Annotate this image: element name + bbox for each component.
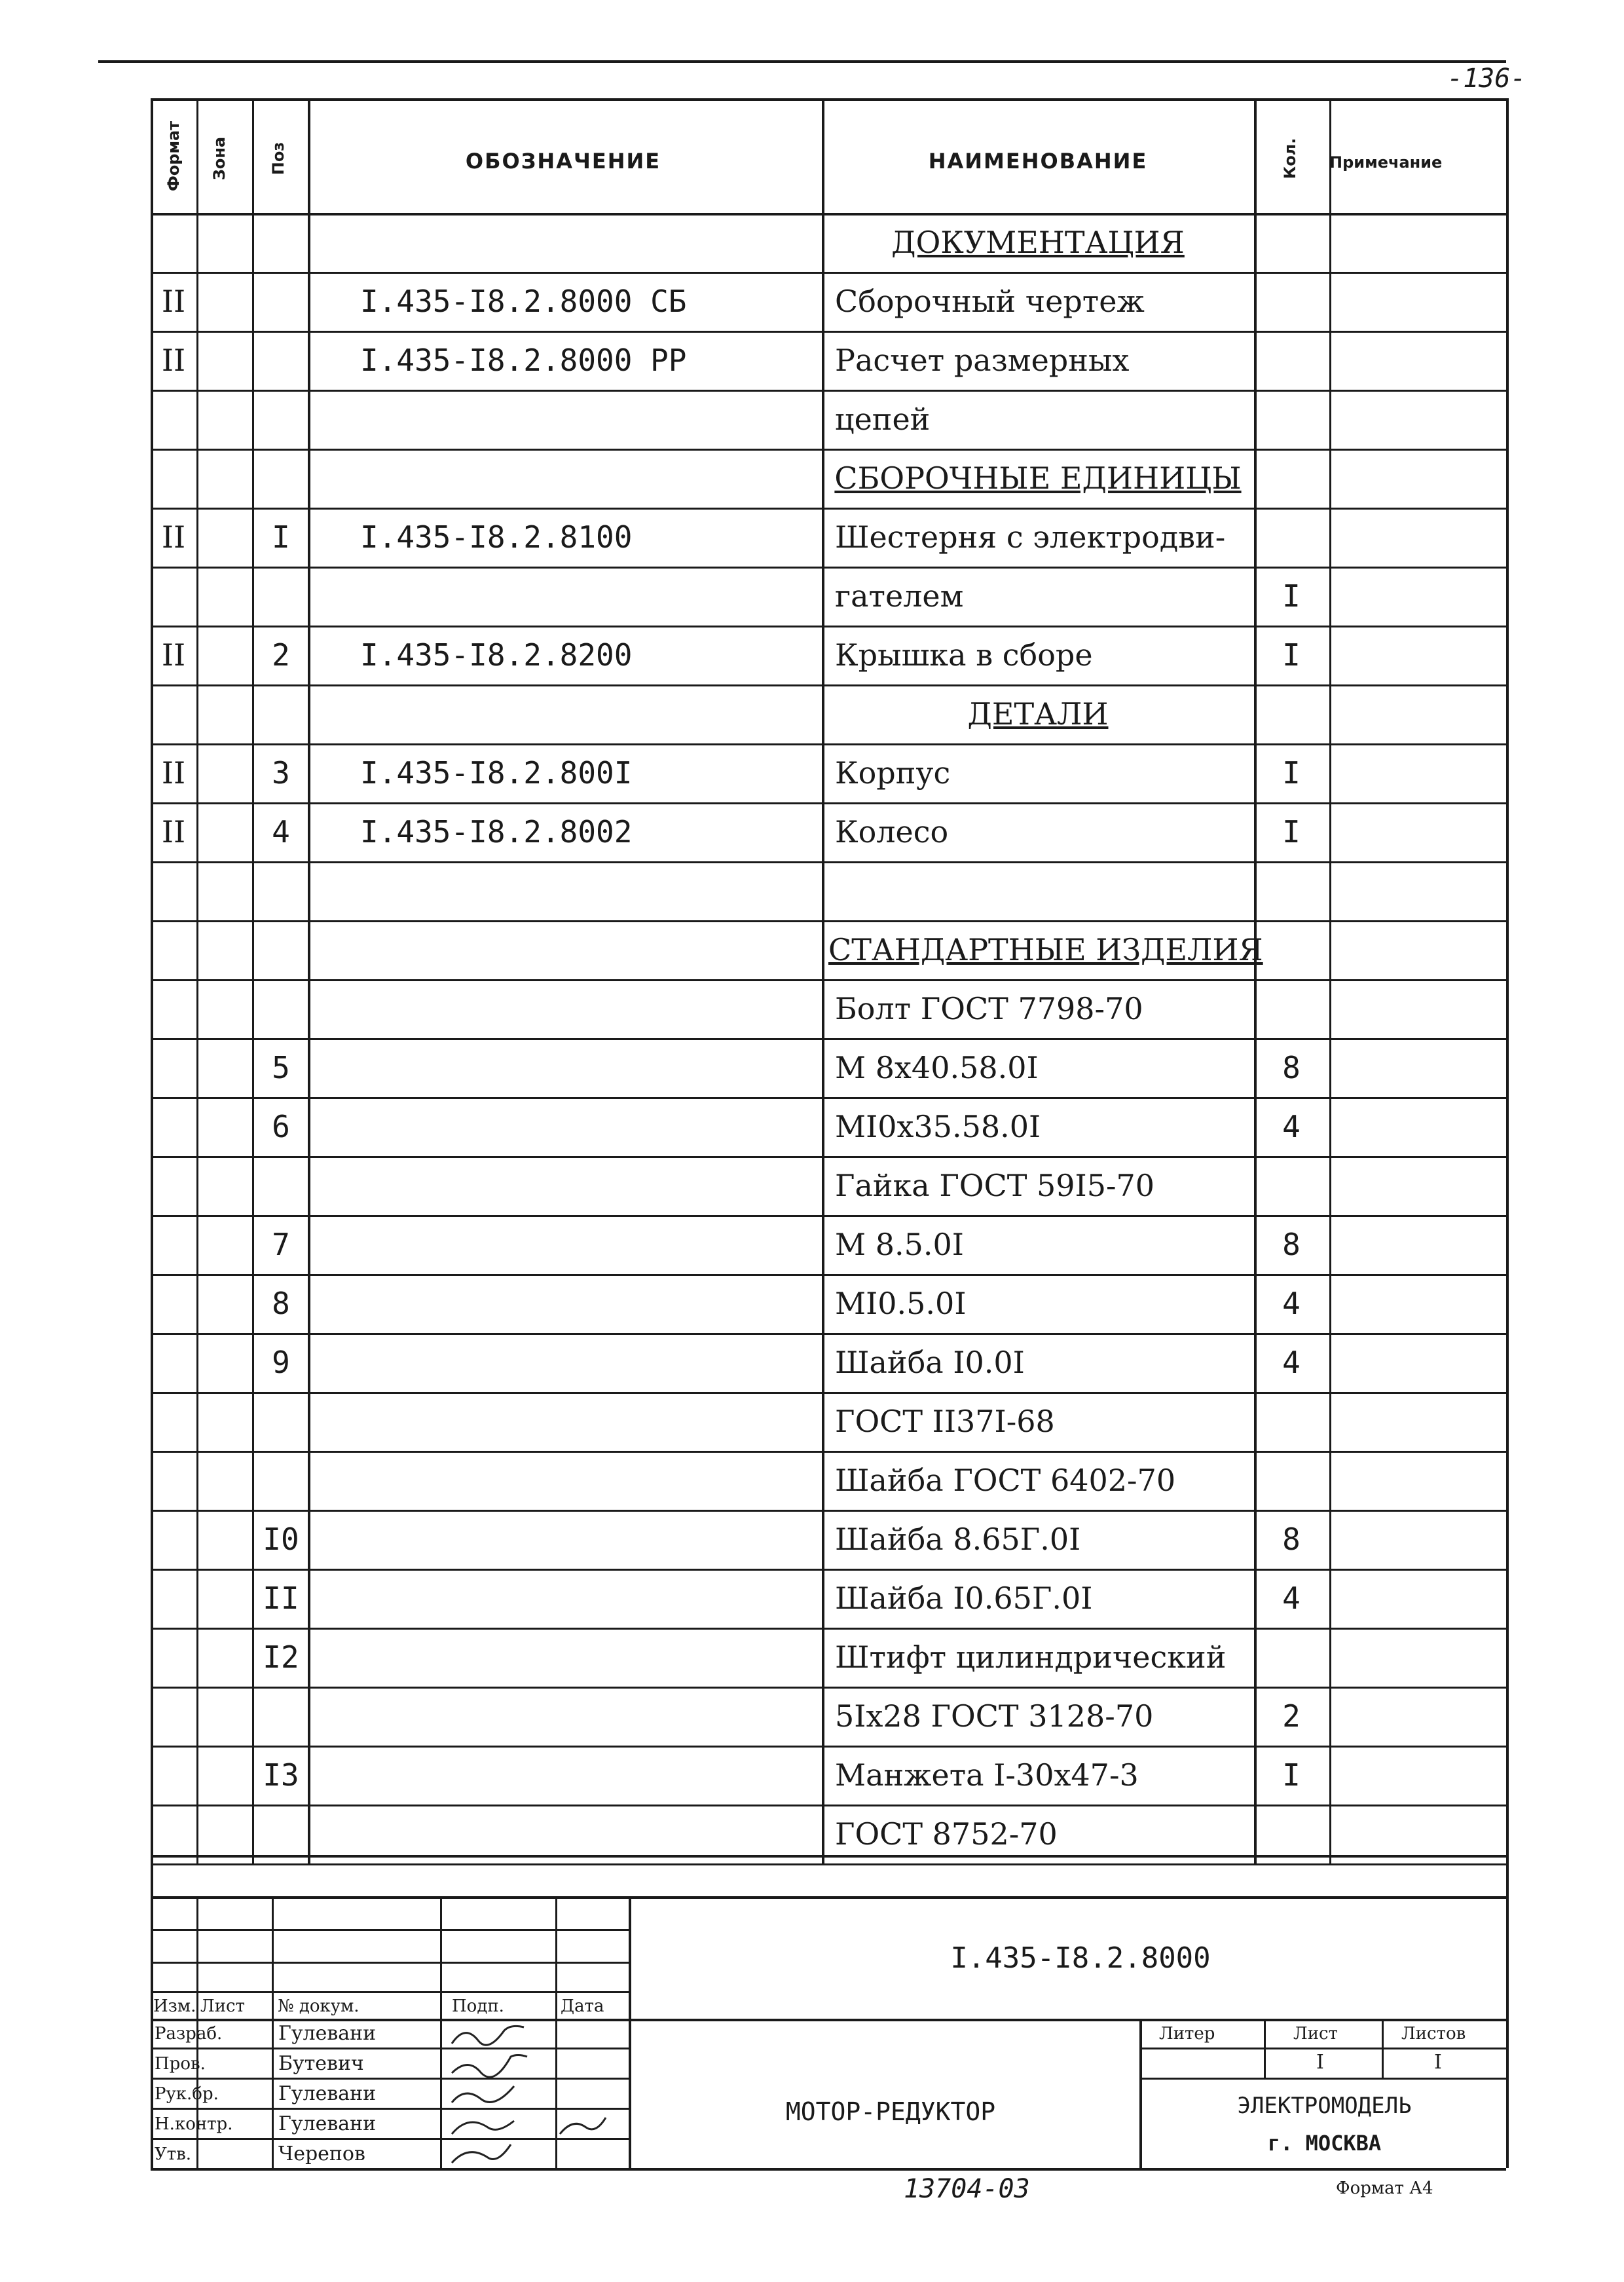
tb-vline [1139,2019,1142,2168]
row-position: I0 [263,1522,299,1557]
row-position: 5 [272,1050,290,1085]
grid-hline [151,861,1506,863]
grid-hline [151,802,1506,804]
row-position: 8 [272,1286,290,1321]
grid-hline [151,1274,1506,1276]
format-label: Формат А4 [1336,2179,1433,2198]
grid-hline [151,1333,1506,1335]
role-label: Рук.бр. [155,2084,219,2104]
tb-line [151,1855,1506,1858]
row-position: I2 [263,1639,299,1675]
row-format: II [161,755,186,791]
row-format: II [161,814,186,850]
label-change: Изм. [153,1996,196,2016]
row-name: ГОСТ 8752-70 [835,1816,1058,1852]
grid-hline [151,272,1506,274]
label-date: Дата [561,1996,604,2016]
tb-vline [1506,1855,1509,2168]
tb-vline [1382,2019,1384,2078]
grid-hline [151,213,1506,215]
tb-vline [629,1896,631,2168]
header-qty: Кол. [1281,138,1299,179]
grid-hline [151,331,1506,333]
tb-vline [272,1896,274,2168]
grid-hline [151,390,1506,392]
organization-name: ЭЛЕКТРОМОДЕЛЬ [1237,2093,1412,2119]
row-format: II [161,637,186,673]
grid-hline [151,979,1506,981]
row-name: Штифт цилиндрический [835,1639,1227,1675]
row-position: II [263,1581,299,1616]
grid-hline [151,920,1506,922]
inventory-number: 13704-03 [904,2174,1030,2204]
grid-hline [151,1510,1506,1512]
row-name: М 8.5.0I [835,1227,964,1262]
row-name: М 8х40.58.0I [835,1050,1039,1085]
role-person: Черепов [278,2142,365,2165]
header-format: Формат [164,121,183,191]
row-position: 3 [272,755,290,791]
row-name: МI0.5.0I [835,1286,967,1321]
row-quantity: I [1282,814,1301,850]
grid-hline [151,1863,1506,1865]
tb-line [151,2019,1506,2021]
tb-vline [1264,2019,1266,2078]
row-name: Сборочный чертеж [835,284,1145,319]
row-name: Шайба 8.65Г.0I [835,1522,1081,1557]
tb-vline [555,1896,557,2168]
row-designation: I.435-I8.2.8002 [360,814,633,850]
label-sheet-no: Лист [1293,2024,1338,2044]
row-quantity: 8 [1282,1227,1301,1262]
tb-line [1139,2048,1506,2049]
tb-line [151,2168,1506,2171]
row-quantity: 8 [1282,1050,1301,1085]
grid-hline [151,1215,1506,1217]
doc-number: I.435-I8.2.8000 [950,1941,1211,1975]
row-name: Шайба I0.65Г.0I [835,1581,1093,1616]
grid-hline [151,1746,1506,1748]
row-name: Крышка в сборе [835,637,1093,673]
grid-hline [151,1156,1506,1158]
label-sign: Подп. [452,1996,504,2016]
row-quantity: 8 [1282,1522,1301,1557]
tb-vline [440,1896,442,2168]
row-quantity: 4 [1282,1286,1301,1321]
row-name: Расчет размерных [835,343,1130,378]
grid-hline [151,1569,1506,1571]
row-designation: I.435-I8.2.8100 [360,519,633,555]
grid-hline [151,1805,1506,1806]
header-note: Примечание [1329,153,1443,172]
grid-hline [151,1097,1506,1099]
row-format: II [161,284,186,319]
grid-hline [151,508,1506,510]
row-name: Шайба ГОСТ 6402-70 [835,1463,1176,1498]
row-quantity: 4 [1282,1109,1301,1144]
row-name: цепей [835,402,931,437]
header-name: НАИМЕНОВАНИЕ [928,149,1148,174]
row-position: 9 [272,1345,290,1380]
grid-hline [151,743,1506,745]
label-sheets: Листов [1401,2024,1466,2044]
product-title: МОТОР-РЕДУКТОР [785,2097,996,2126]
header-designation: ОБОЗНАЧЕНИЕ [465,149,661,174]
role-person: Бутевич [278,2052,364,2075]
grid-vline [1506,98,1509,1863]
role-person: Гулевани [278,2082,377,2105]
row-name: МI0х35.58.0I [835,1109,1041,1144]
sheets-value: I [1434,2051,1442,2074]
row-quantity: I [1282,578,1301,614]
row-name: Шайба I0.0I [835,1345,1025,1380]
label-litera: Литер [1159,2024,1215,2044]
role-person: Гулевани [278,2022,377,2045]
row-name: гателем [835,578,964,614]
row-position: 2 [272,637,290,673]
row-name: Болт ГОСТ 7798-70 [835,991,1143,1026]
row-position: 4 [272,814,290,850]
row-position: 7 [272,1227,290,1262]
row-name: Манжета I-30х47-3 [835,1757,1139,1793]
row-name: 5Ix28 ГОСТ 3128-70 [835,1698,1154,1734]
grid-hline [151,1687,1506,1689]
row-name: Корпус [835,755,951,791]
row-quantity: 2 [1282,1698,1301,1734]
label-sheet: Лист [200,1996,245,2016]
grid-hline [151,567,1506,569]
role-label: Пров. [155,2054,206,2074]
section-heading: СТАНДАРТНЫЕ ИЗДЕЛИЯ [828,932,1263,967]
row-quantity: I [1282,755,1301,791]
row-format: II [161,519,186,555]
row-quantity: 4 [1282,1581,1301,1616]
row-name: Гайка ГОСТ 59I5-70 [835,1168,1155,1203]
row-designation: I.435-I8.2.800I [360,755,633,791]
frame-top-line [98,60,1506,63]
label-doc-no: № докум. [278,1996,360,2016]
grid-hline [151,98,1506,101]
sheet-value: I [1316,2051,1324,2074]
section-heading: СБОРОЧНЫЕ ЕДИНИЦЫ [834,460,1242,496]
row-format: II [161,343,186,378]
section-heading: ДЕТАЛИ [967,696,1109,732]
grid-hline [151,626,1506,627]
row-quantity: I [1282,1757,1301,1793]
row-designation: I.435-I8.2.8000 СБ [360,284,687,319]
tb-line [1139,2078,1506,2080]
row-quantity: 4 [1282,1345,1301,1380]
row-position: I3 [263,1757,299,1793]
grid-hline [151,1628,1506,1630]
role-person: Гулевани [278,2112,377,2135]
role-label: Утв. [155,2144,192,2164]
row-name: Колесо [835,814,949,850]
grid-hline [151,684,1506,686]
row-position: 6 [272,1109,290,1144]
grid-hline [151,1038,1506,1040]
grid-hline [151,449,1506,451]
grid-hline [151,1392,1506,1394]
row-name: Шестерня с электродви- [835,519,1226,555]
row-name: ГОСТ II37I-68 [835,1404,1055,1439]
role-label: Н.контр. [155,2114,233,2134]
row-designation: I.435-I8.2.8200 [360,637,633,673]
header-zone: Зона [210,136,229,181]
row-quantity: I [1282,637,1301,673]
row-designation: I.435-I8.2.8000 РР [360,343,687,378]
sheet-number-mark: -136- [1447,64,1526,94]
role-label: Разраб. [155,2024,223,2044]
section-heading: ДОКУМЕНТАЦИЯ [891,225,1185,260]
tb-line [151,1896,1506,1899]
organization-city: г. МОСКВА [1267,2131,1382,2156]
row-position: I [272,519,290,555]
grid-hline [151,1451,1506,1453]
header-pos: Поз [269,141,287,176]
